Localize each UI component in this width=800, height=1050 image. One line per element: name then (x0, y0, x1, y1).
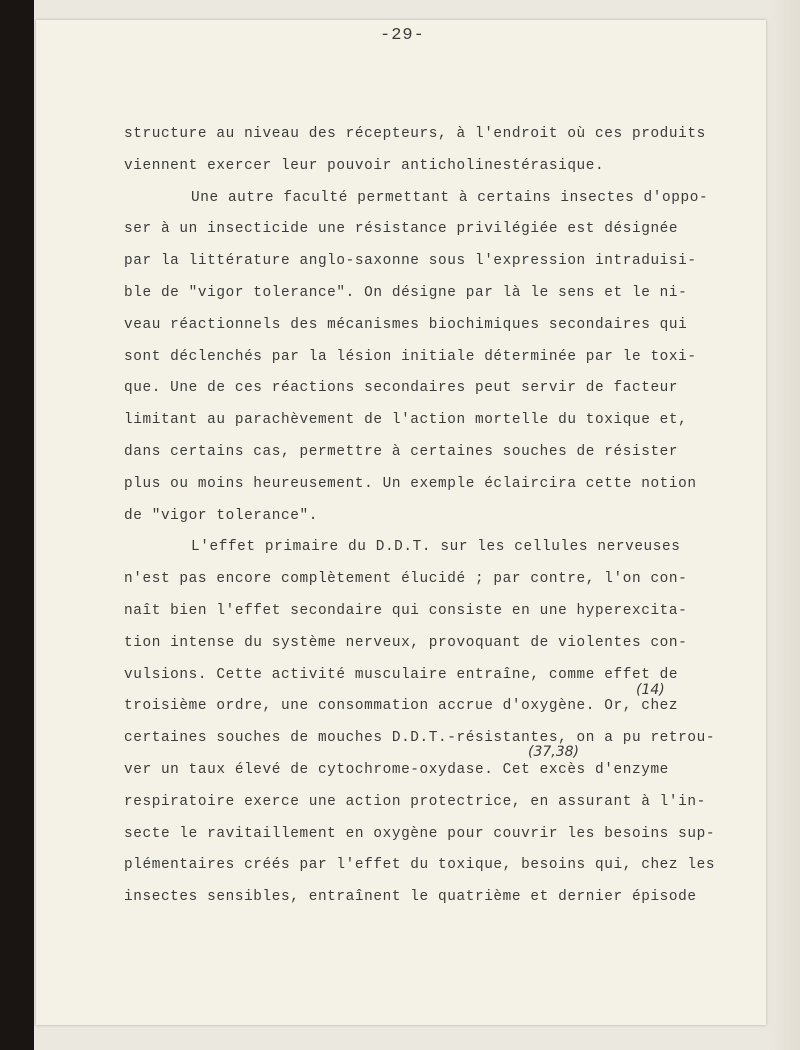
text-line: par la littérature anglo-saxonne sous l'expression intraduisi- (124, 253, 697, 270)
text-line: ver un taux élevé de cytochrome-oxydase. Cet excès d'enzyme (124, 761, 669, 778)
text-line: naît bien l'effet secondaire qui consiste en une hyperexcita- (124, 602, 688, 619)
text-line: insectes sensibles, entraînent le quatrième et dernier épisode (124, 889, 697, 906)
text-line: plus ou moins heureusement. Un exemple éclaircira cette notion (124, 475, 697, 492)
text-line: Une autre faculté permettant à certains insectes d'oppo- (191, 189, 709, 206)
text-line: ble de "vigor tolerance". On désigne par là le sens et le ni- (124, 284, 688, 301)
page-margin-right (766, 0, 800, 1050)
body-text (124, 124, 764, 919)
text-line: secte le ravitaillement en oxygène pour couvrir les besoins sup- (124, 825, 716, 842)
handwritten-reference: (37,38) (528, 744, 580, 760)
text-line: sont déclenchés par la lésion initiale déterminée par le toxi- (124, 348, 697, 365)
text-line: respiratoire exerce une action protectrice, en assurant à l'in- (124, 793, 706, 810)
text-line: plémentaires créés par l'effet du toxique, besoins qui, chez les (124, 857, 716, 874)
text-line: tion intense du système nerveux, provoquant de violentes con- (124, 634, 688, 651)
text-line: que. Une de ces réactions secondaires peut servir de facteur (124, 380, 679, 397)
text-line: viennent exercer leur pouvoir anticholinestérasique. (124, 157, 605, 174)
text-line: vulsions. Cette activité musculaire entraîne, comme effet de (124, 666, 679, 683)
page-number: -29- (380, 26, 425, 45)
text-line: structure au niveau des récepteurs, à l'endroit où ces produits (124, 126, 706, 142)
text-line: ser à un insecticide une résistance privilégiée est désignée (124, 221, 679, 238)
handwritten-reference: (14) (636, 682, 665, 698)
text-line: veau réactionnels des mécanismes biochimiques secondaires qui (124, 316, 688, 333)
text-line: de "vigor tolerance". (124, 507, 318, 524)
text-line: certaines souches de mouches D.D.T.-résistantes, on a pu retrou- (124, 730, 716, 747)
text-line: limitant au parachèvement de l'action mortelle du toxique et, (124, 412, 688, 429)
text-line: troisième ordre, une consommation accrue d'oxygène. Or, chez (124, 698, 679, 715)
text-line: dans certains cas, permettre à certaines souches de résister (124, 443, 679, 460)
book-binding-edge (0, 0, 34, 1050)
text-line: L'effet primaire du D.D.T. sur les cellules nerveuses (191, 539, 681, 556)
text-line: n'est pas encore complètement élucidé ; par contre, l'on con- (124, 571, 688, 588)
